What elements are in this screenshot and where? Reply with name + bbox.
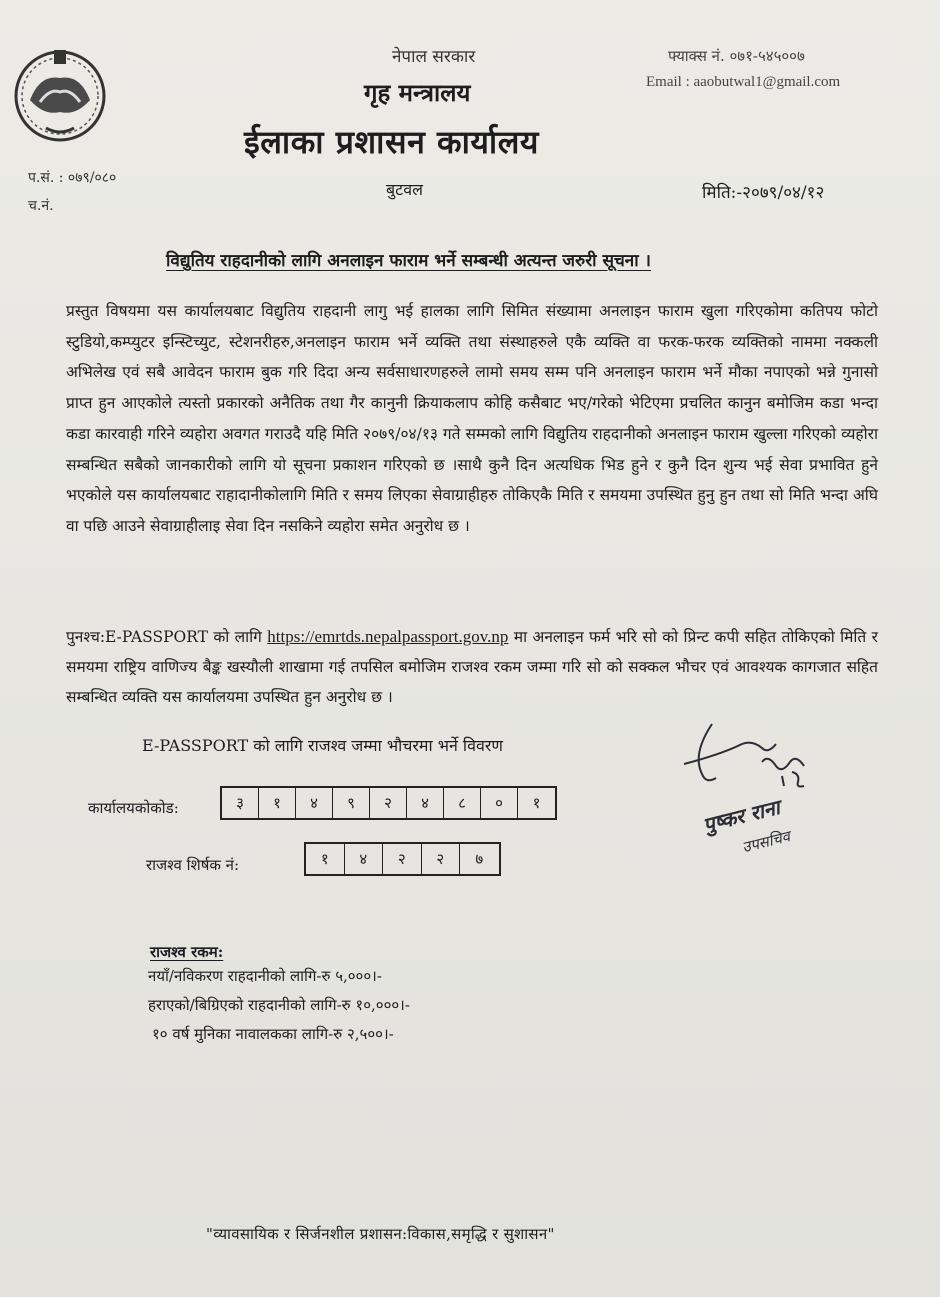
office-motto: "व्यावसायिक र सिर्जनशील प्रशासन:विकास,समृद्धि र सुशासन" [206, 1225, 555, 1243]
revenue-head-digit: ७ [475, 850, 484, 868]
postscript-text-start: पुनश्च:E-PASSPORT को लागि [66, 628, 268, 646]
office-code-digit: २ [370, 788, 407, 818]
revenue-head-digit: २ [422, 844, 461, 874]
office-code-digit: १ [259, 788, 296, 818]
handwritten-signature-icon [672, 714, 822, 794]
nepal-government-emblem-icon [10, 44, 110, 144]
revenue-head-boxes [304, 842, 501, 876]
office-code-digit: ४ [296, 788, 333, 818]
office-code-digit: ८ [444, 788, 481, 818]
ministry-name: गृह मन्त्रालय [364, 78, 471, 107]
signatory-name: पुष्कर राना [700, 795, 783, 838]
notice-paragraph-postscript [66, 622, 878, 712]
fax-number: फ्याक्स नं. ०७१-५४५००७ [668, 47, 805, 65]
signatory-title: उपसचिव [740, 827, 792, 857]
office-code-digit: ३ [222, 788, 259, 818]
office-code-digit: ९ [333, 788, 370, 818]
email-address: Email : aaobutwal1@gmail.com [646, 74, 841, 90]
voucher-details-title: E-PASSPORT को लागि राजश्व जम्मा भौचरमा भर्ने विवरण [142, 736, 503, 755]
revenue-head-digit: २ [383, 844, 422, 874]
notice-paragraph-main: प्रस्तुत विषयमा यस कार्यालयबाट विद्युतिय राहदानी लागु भई हालका लागि सिमित संख्यामा अनलाइन फाराम खुला गरिएकोमा कतिपय फोटो स्टुडियो,कम्प्युटर इन्स्टिच्युट, स्टेशनरीहरु,अनलाइन फाराम भर्ने व्यक्ति तथा संस्थाहरुले एकै व्यक्ति वा फरक-फरक व्यक्तिको नाममा नक्कली अभिलेख एवं सबै आवेदन फाराम बुक गरि दिदा अन्य सर्वसाधारणहरुले लामो समय सम्म पनि अनलाइन फाराम भर्ने मौका नपाएको भन्ने गुनासो प्राप्त हुन आएकोले त्यस्तो प्रकारको अनैतिक तथा गैर कानुनी क्रियाकलाप कोहि कसैबाट भए/गरेको भेटिएमा प्रचलित कानुन बमोजिम कडा भन्दा कडा कारवाही गरिने व्यहोरा अवगत गराउदै यहि मिति २०७९/०४/१३ गते सम्मको लागि विद्युतिय राहदानीको अनलाइन फाराम खुल्ला गरिएको व्यहोरा सम्बन्धित सबैको जानकारीको लागि यो सूचना प्रकाशन गरिएको छ ।साथै कुनै दिन अत्यधिक भिड हुने र कुनै दिन शुन्य भई सेवा प्रभावित हुने भएकोले यस कार्यालयबाट राहादानीकोलागि मिति र समय लिएका सेवाग्राहीहरु तोकिएकै मिति र समयमा उपस्थित हुनु हुन तथा सो मिति भन्दा अघि वा पछि आउने सेवाग्राहीलाइ सेवा दिन नसकिने व्यहोरा समेत अनुरोध छ । [66, 302, 878, 535]
fee-item-new-renewal: नयाँ/नविकरण राहदानीको लागि-रु ५,०००।- [148, 967, 382, 985]
office-code-digit: ४ [407, 788, 444, 818]
office-code-boxes [220, 786, 557, 820]
office-city: बुटवल [386, 180, 423, 199]
office-name: ईलाका प्रशासन कार्यालय [244, 123, 539, 161]
fee-section-title: राजश्व रकम: [150, 943, 224, 961]
letter-date: मिति:-२०७९/०४/१२ [702, 183, 825, 203]
fee-item-minor: १० वर्ष मुनिका नावालकका लागि-रु २,५००।- [152, 1025, 394, 1043]
dispatch-number: च.नं. [28, 198, 54, 214]
revenue-head-label: राजश्व शिर्षक नं: [146, 856, 240, 874]
office-code-digit: ० [481, 788, 518, 818]
notice-heading: विद्युतिय राहदानीको लागि अनलाइन फाराम भर्ने सम्बन्धी अत्यन्त जरुरी सूचना । [166, 251, 651, 271]
revenue-head-digit: १ [306, 844, 345, 874]
office-code-label: कार्यालयकोकोड: [88, 799, 179, 817]
letter-serial-number: प.सं. : ०७९/०८० [28, 170, 117, 186]
office-code-digit: १ [532, 794, 541, 812]
fee-item-lost-damaged: हराएको/बिग्रिएको राहदानीको लागि-रु १०,०००।- [148, 996, 410, 1014]
passport-portal-link[interactable]: https://emrtds.nepalpassport.gov.np [267, 627, 509, 646]
revenue-head-digit: ४ [345, 844, 384, 874]
postscript-text-end: मा अनलाइन फर्म भरि सो को प्रिन्ट कपी सहित तोकिएको मिति र समयमा राष्ट्रिय वाणिज्य बैङ्क खस्यौली शाखामा गई तपसिल बमोजिम राजश्व रकम जम्मा गरि सो को सक्कल भौचर एवं आवश्यक कागजात सहित सम्बन्धित व्यक्ति यस कार्यालयमा उपस्थित हुन अनुरोध छ । [66, 628, 878, 706]
government-name: नेपाल सरकार [392, 47, 476, 67]
